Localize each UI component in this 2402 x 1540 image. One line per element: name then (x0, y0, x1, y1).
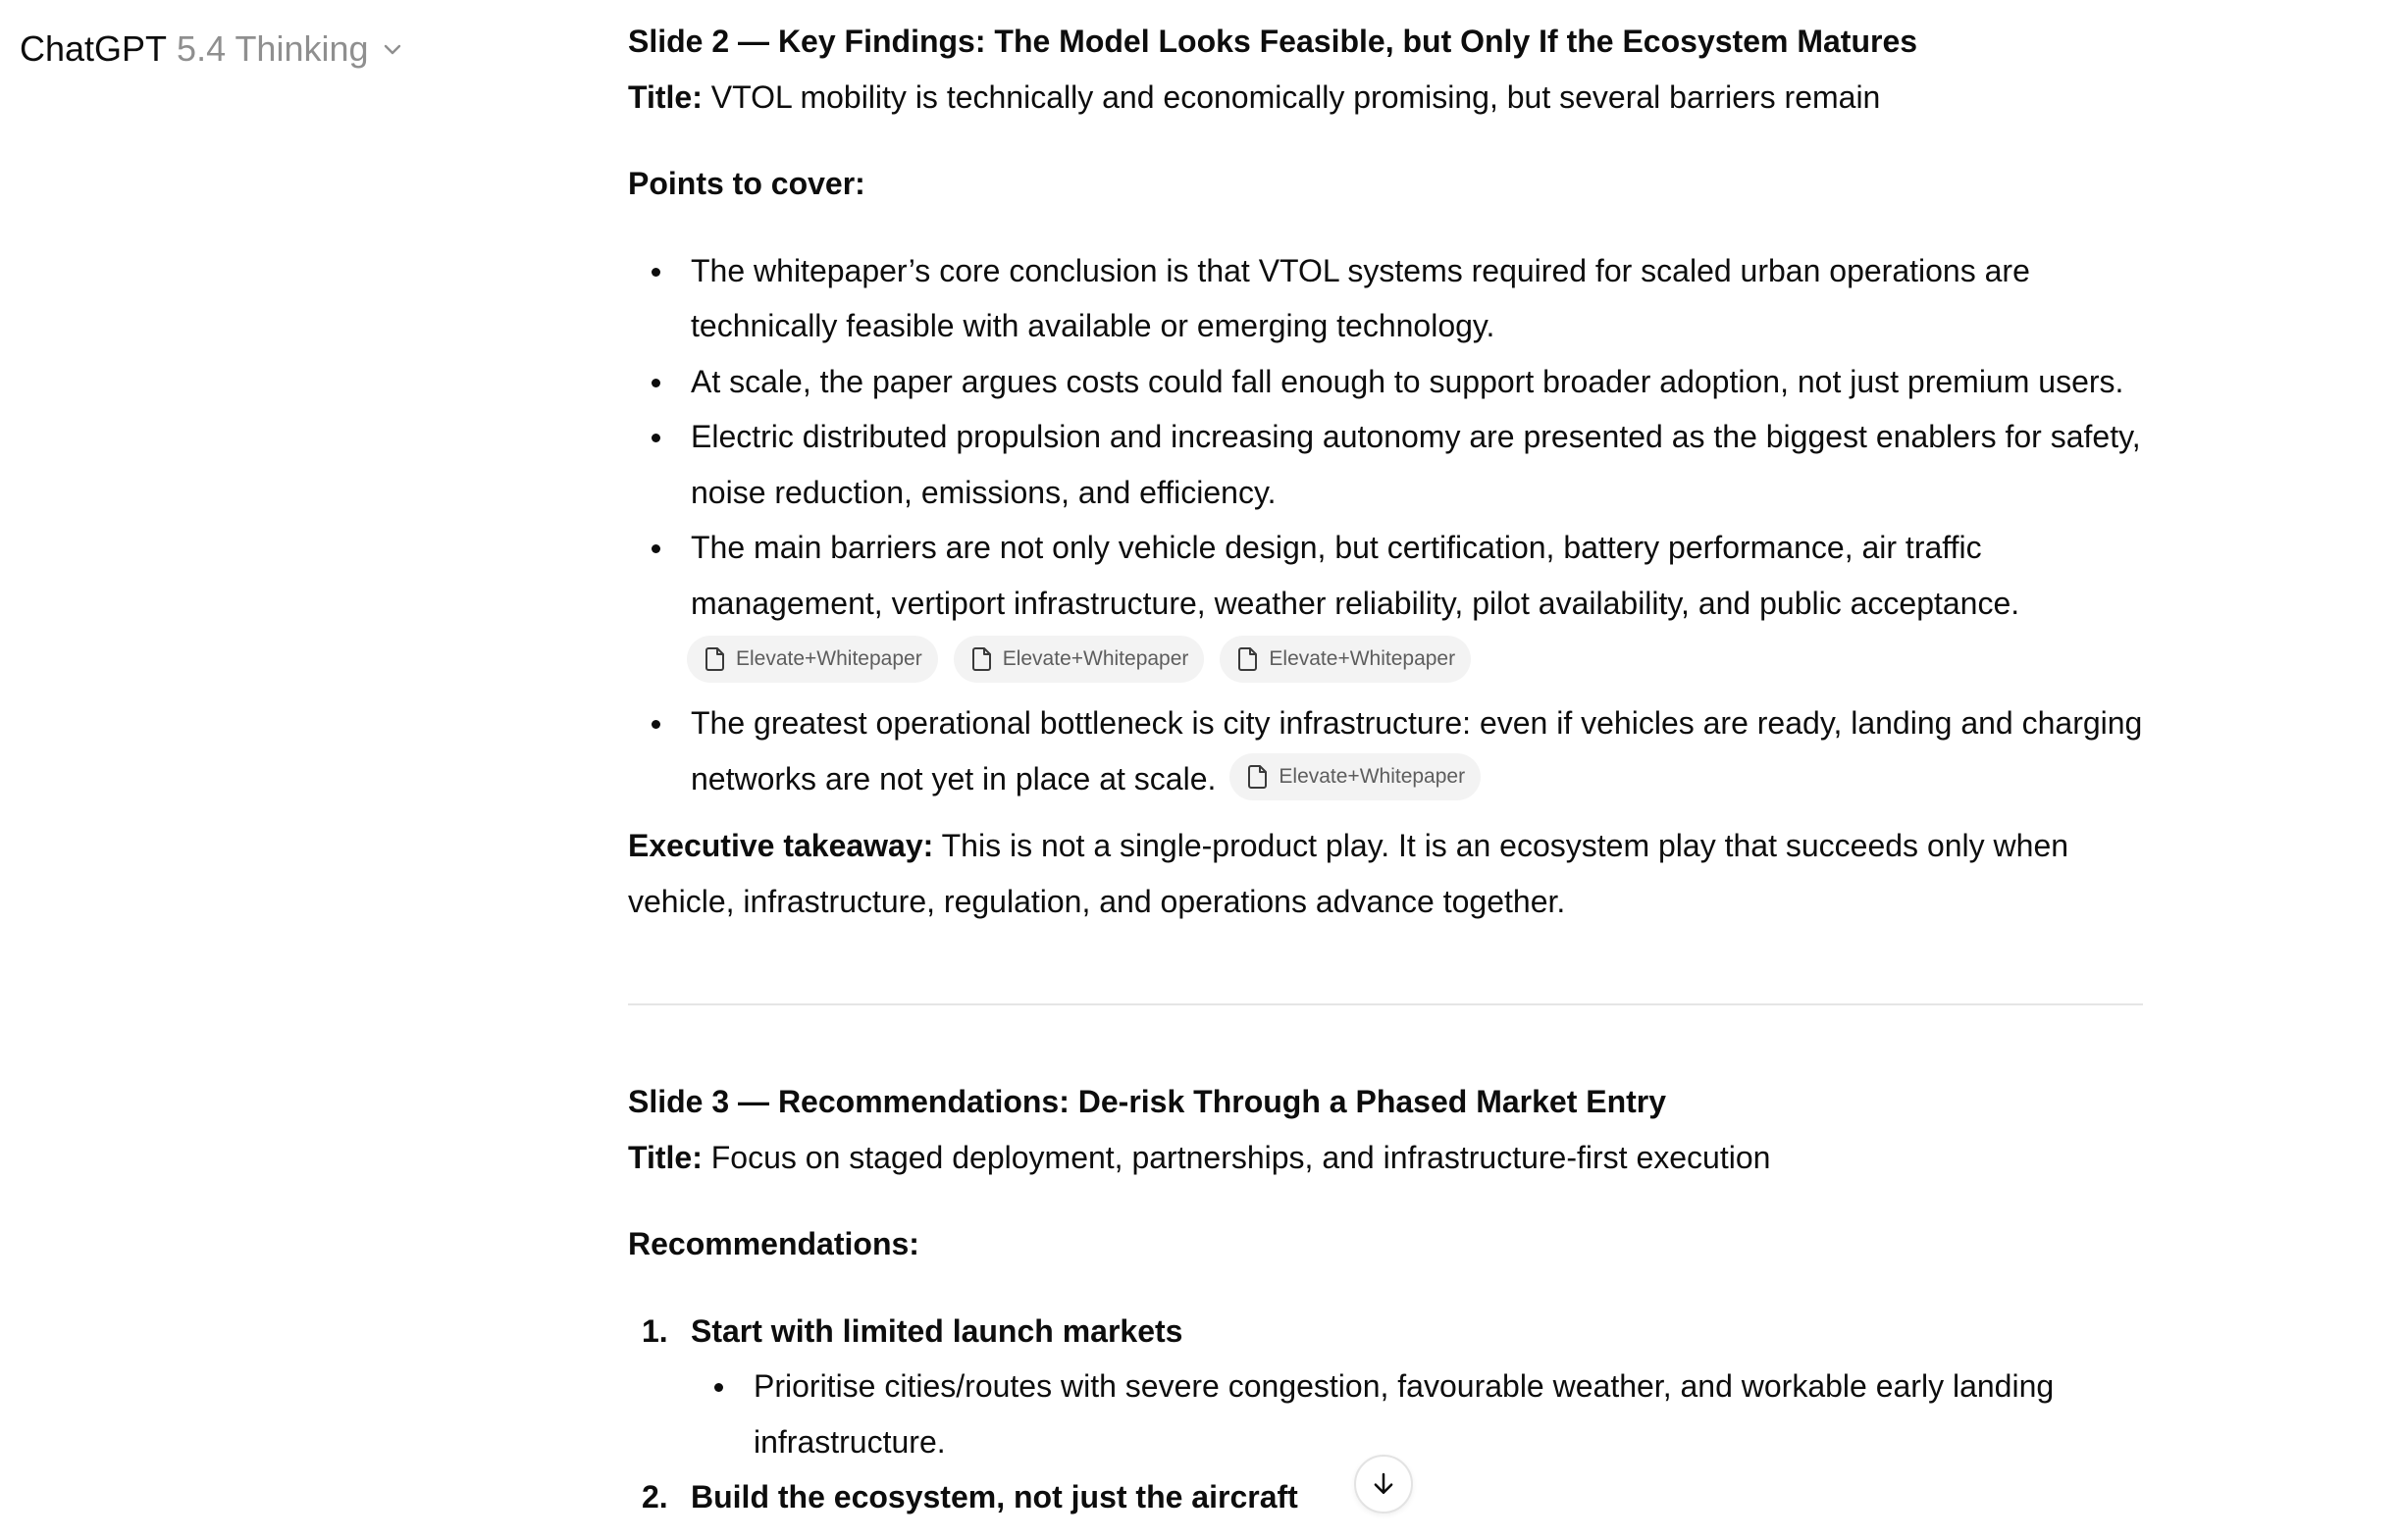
list-item (628, 695, 2143, 806)
list-number: 2. (642, 1479, 668, 1514)
citation-label: Elevate+Whitepaper (1279, 765, 1466, 789)
chevron-down-icon (381, 37, 404, 61)
takeaway-text: This is not a single-product play. It is an ecosystem play that succeeds only when vehicle, infrastructure, regulation, and operations advance together. (628, 828, 2069, 919)
assistant-message (628, 14, 2143, 1525)
list-item: Electric distributed propulsion and increasing autonomy are presented as the biggest enablers for safety, noise reduction, emissions, and efficiency. (628, 409, 2143, 520)
model-switcher[interactable] (20, 24, 404, 75)
model-name: 5.4 Thinking (177, 28, 369, 69)
document-icon (705, 646, 726, 672)
points-list (628, 243, 2143, 807)
recommendations-label: Recommendations: (628, 1226, 919, 1261)
list-item: At scale, the paper argues costs could fall enough to support broader adoption, not just premium users. (628, 354, 2143, 410)
citation-row (687, 635, 2143, 684)
citation-label: Elevate+Whitepaper (1002, 647, 1189, 670)
slide2-title-label: Title: (628, 78, 703, 115)
slide2-heading: Slide 2 — Key Findings: The Model Looks Feasible, but Only If the Ecosystem Matures (628, 24, 1918, 59)
app-brand: ChatGPT (20, 28, 168, 69)
sub-list (691, 1359, 2143, 1469)
takeaway-label: Executive takeaway: (628, 828, 934, 863)
citation-chip[interactable] (954, 636, 1205, 683)
citation-chip[interactable] (1229, 753, 1481, 800)
citation-label: Elevate+Whitepaper (1269, 647, 1456, 670)
list-item: The whitepaper’s core conclusion is that VTOL systems required for scaled urban operations are technically feasible with available or emerging technology. (628, 243, 2143, 354)
executive-takeaway (628, 818, 2143, 929)
scroll-to-bottom-button[interactable] (1354, 1455, 1413, 1514)
list-item (628, 1304, 2143, 1470)
recommendation-title: Start with limited launch markets (691, 1312, 1183, 1349)
document-icon (971, 646, 993, 672)
list-item-text: The greatest operational bottleneck is city infrastructure: even if vehicles are ready, landing and charging networks are not yet in place at scale. (691, 705, 2143, 796)
recommendation-title: Build the ecosystem, not just the aircraft (691, 1479, 1298, 1514)
slide3-title-text: Focus on staged deployment, partnerships, and infrastructure-first execution (702, 1139, 1771, 1175)
points-label: Points to cover: (628, 166, 865, 201)
document-icon (1247, 764, 1269, 790)
list-number: 1. (642, 1312, 668, 1349)
arrow-down-icon (1369, 1469, 1398, 1499)
slide3-heading: Slide 3 — Recommendations: De-risk Through a Phased Market Entry (628, 1084, 1667, 1119)
slide3-title (628, 1130, 2143, 1186)
slide2-title (628, 70, 2143, 126)
citation-label: Elevate+Whitepaper (736, 647, 922, 670)
list-item (628, 520, 2143, 684)
citation-chip[interactable] (1220, 636, 1471, 683)
list-item: Prioritise cities/routes with severe congestion, favourable weather, and workable early landing infrastructure. (691, 1359, 2143, 1469)
document-icon (1237, 646, 1259, 672)
slide2-title-text: VTOL mobility is technically and economically promising, but several barriers remain (702, 78, 1881, 115)
section-divider (628, 1003, 2143, 1005)
citation-chip[interactable] (687, 636, 938, 683)
slide3-title-label: Title: (628, 1139, 703, 1175)
list-item-text: The main barriers are not only vehicle design, but certification, battery performance, air traffic management, vertiport infrastructure, weather reliability, pilot availability, and public acceptance. (691, 530, 2020, 621)
